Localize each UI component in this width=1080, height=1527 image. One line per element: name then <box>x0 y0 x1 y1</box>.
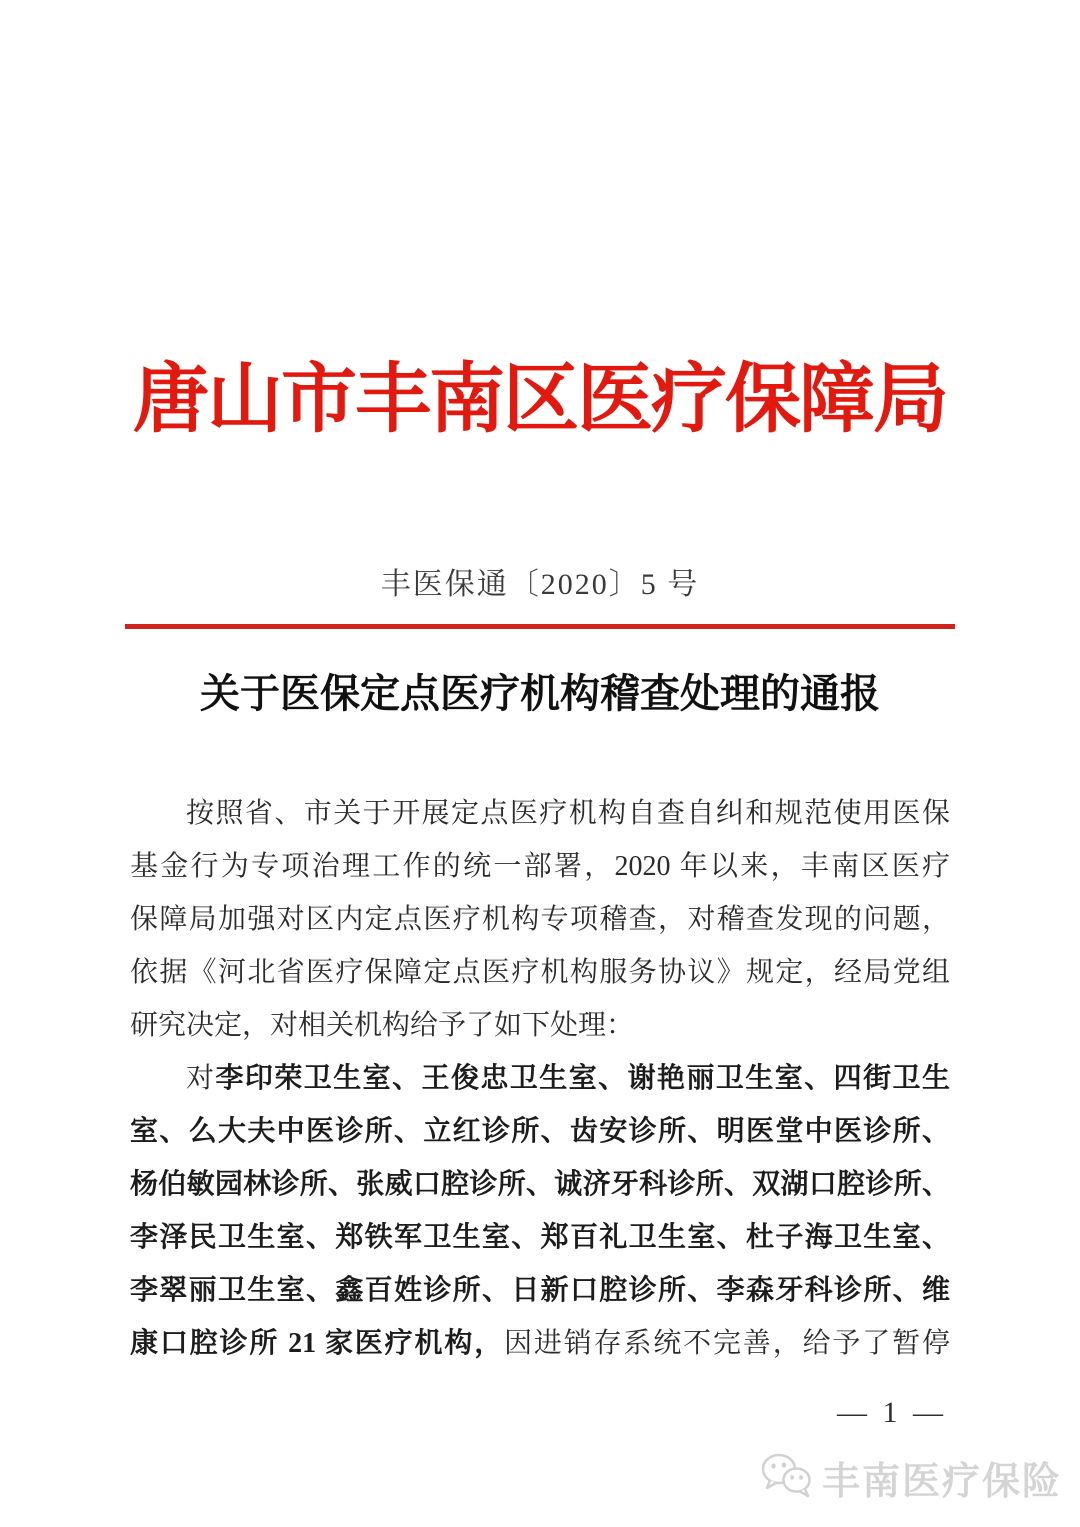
watermark <box>760 1450 1062 1505</box>
red-divider-line <box>125 624 955 629</box>
body-line <box>130 999 950 1052</box>
body-text-bold: 室、么大夫中医诊所、立红诊所、齿安诊所、明医堂中医诊所、 <box>130 1116 950 1147</box>
body-text-bold: 李泽民卫生室、郑铁军卫生室、郑百礼卫生室、杜子海卫生室、 <box>130 1222 950 1253</box>
wechat-icon <box>760 1451 814 1504</box>
body-line <box>130 893 950 946</box>
body-text: 因进销存系统不完善，给予了暂停 <box>504 1328 950 1359</box>
document-title: 关于医保定点医疗机构稽查处理的通报 <box>200 671 880 716</box>
document-body <box>130 787 950 1370</box>
body-line <box>130 1317 950 1370</box>
body-text: 保障局加强对区内定点医疗机构专项稽查，对稽查发现的问题， <box>130 904 950 935</box>
body-text-bold: 康口腔诊所 21 家医疗机构， <box>130 1328 505 1359</box>
issuing-authority-title: 唐山市丰南区医疗保障局 <box>133 358 947 442</box>
body-text: 按照省、市关于开展定点医疗机构自查自纠和规范使用医保 <box>186 798 950 829</box>
body-line <box>130 840 950 893</box>
watermark-label: 丰南医疗保险 <box>821 1461 1062 1503</box>
page-number: — 1 — <box>837 1396 947 1429</box>
body-text: 对 <box>186 1063 216 1094</box>
body-text: 基金行为专项治理工作的统一部署，2020 年以来，丰南区医疗 <box>130 851 950 882</box>
document-number: 丰医保通〔2020〕5 号 <box>380 568 700 601</box>
body-text-bold: 杨伯敏园林诊所、张威口腔诊所、诚济牙科诊所、双湖口腔诊所、 <box>130 1169 950 1200</box>
body-line <box>130 787 950 840</box>
body-text: 研究决定，对相关机构给予了如下处理： <box>130 1010 635 1041</box>
body-text: 依据《河北省医疗保障定点医疗机构服务协议》规定，经局党组 <box>130 957 950 988</box>
body-line <box>130 1105 950 1158</box>
body-line <box>130 946 950 999</box>
body-line <box>130 1264 950 1317</box>
body-text-bold: 李印荣卫生室、王俊忠卫生室、谢艳丽卫生室、四街卫生 <box>215 1063 950 1094</box>
body-line <box>130 1211 950 1264</box>
body-line <box>130 1052 950 1105</box>
body-text-bold: 李翠丽卫生室、鑫百姓诊所、日新口腔诊所、李森牙科诊所、维 <box>130 1275 950 1306</box>
body-line <box>130 1158 950 1211</box>
